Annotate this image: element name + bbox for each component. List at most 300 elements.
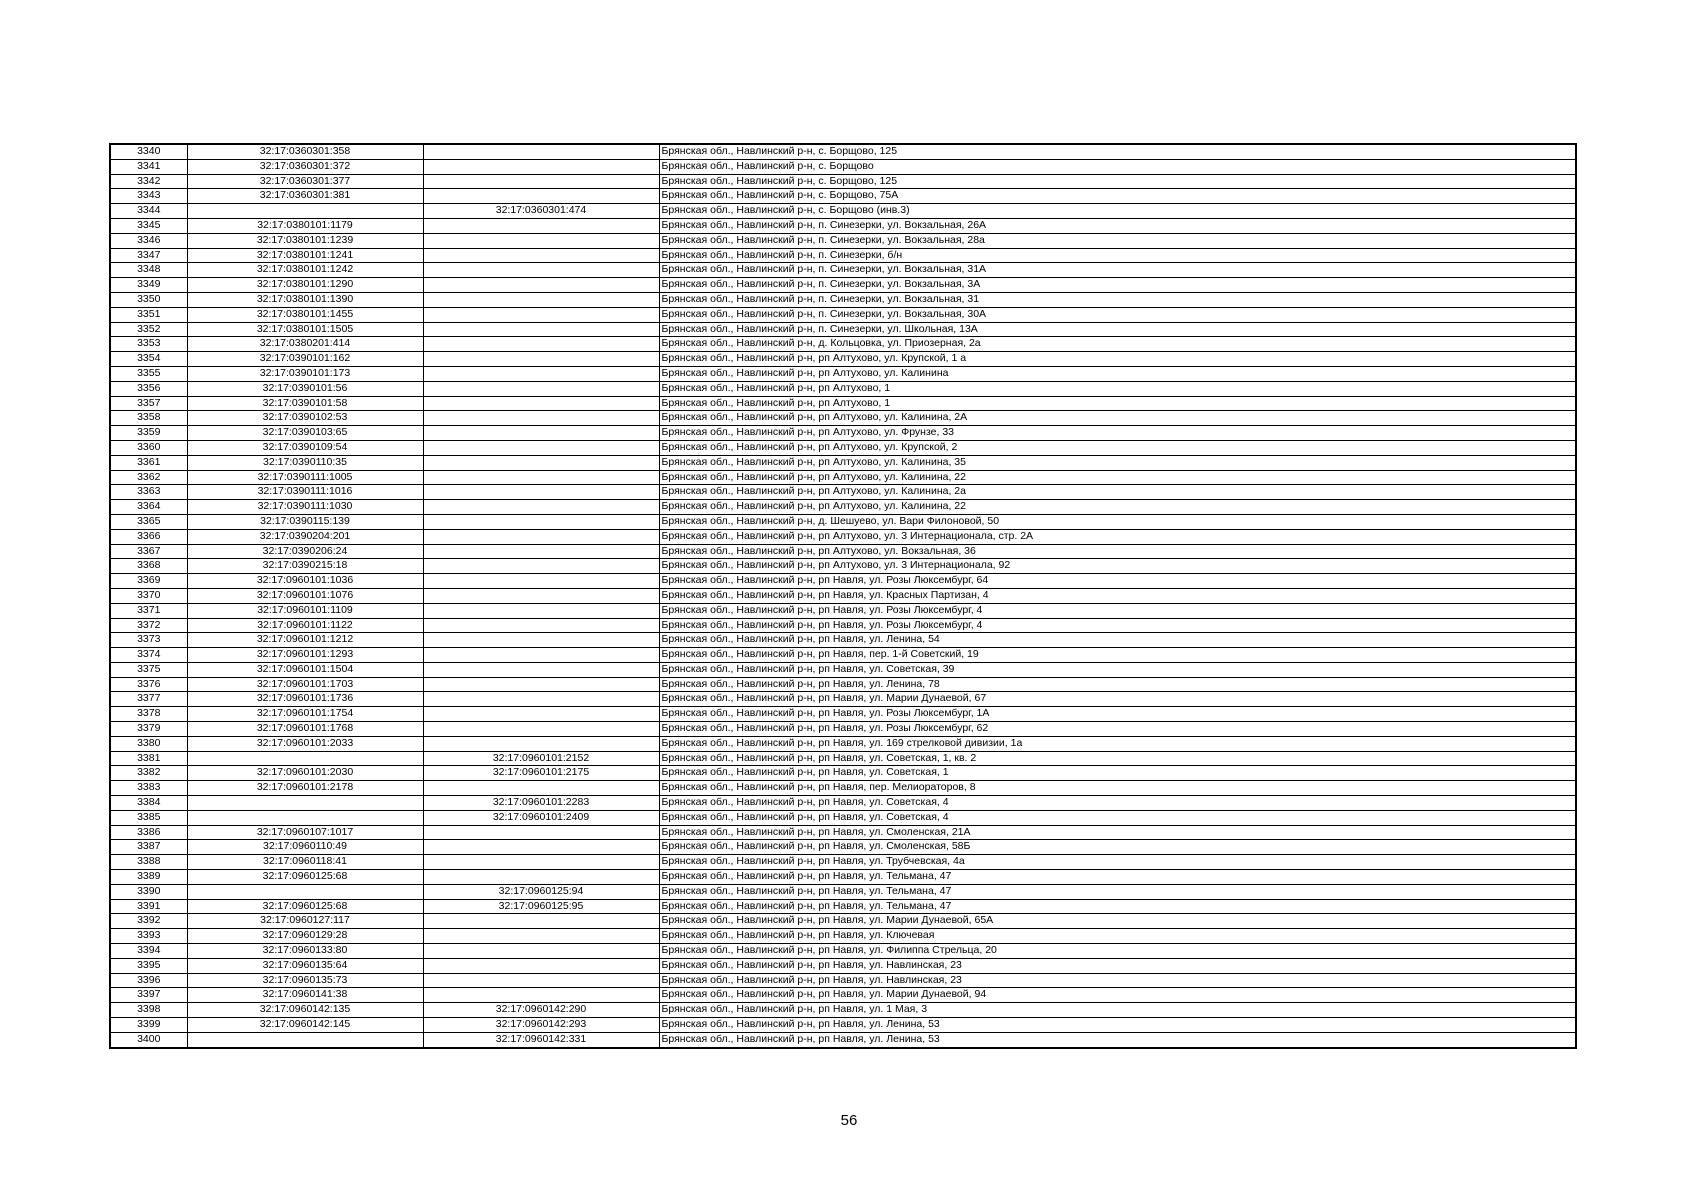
cadastral-number-cell: 32:17:0390111:1005 [187,470,423,485]
cadastral-number-cell: 32:17:0380101:1505 [187,322,423,337]
cadastral-number-cell: 32:17:0380101:1242 [187,263,423,278]
address-cell: Брянская обл., Навлинский р-н, рп Навля, ул. Трубчевская, 4а [659,855,1576,870]
address-cell: Брянская обл., Навлинский р-н, с. Борщово (инв.3) [659,204,1576,219]
related-cadastral-number-cell [423,263,659,278]
table-row [110,396,1576,411]
related-cadastral-number-cell [423,574,659,589]
related-cadastral-number-cell: 32:17:0960142:331 [423,1032,659,1047]
related-cadastral-number-cell: 32:17:0960101:2175 [423,766,659,781]
address-cell: Брянская обл., Навлинский р-н, п. Синезерки, ул. Вокзальная, 31А [659,263,1576,278]
related-cadastral-number-cell [423,307,659,322]
table-row [110,189,1576,204]
address-cell: Брянская обл., Навлинский р-н, рп Алтухово, 1 [659,396,1576,411]
table-row [110,322,1576,337]
table-row [110,899,1576,914]
related-cadastral-number-cell: 32:17:0960101:2409 [423,810,659,825]
table-row [110,588,1576,603]
cadastral-number-cell: 32:17:0390204:201 [187,529,423,544]
row-number-cell: 3398 [110,1003,187,1018]
related-cadastral-number-cell [423,278,659,293]
cadastral-number-cell: 32:17:0390111:1016 [187,485,423,500]
address-cell: Брянская обл., Навлинский р-н, п. Синезерки, ул. Вокзальная, 3А [659,278,1576,293]
address-cell: Брянская обл., Навлинский р-н, рп Навля, ул. Советская, 1 [659,766,1576,781]
table-row [110,485,1576,500]
related-cadastral-number-cell [423,855,659,870]
cadastral-number-cell: 32:17:0960101:1703 [187,677,423,692]
cadastral-number-cell: 32:17:0960142:135 [187,1003,423,1018]
address-cell: Брянская обл., Навлинский р-н, с. Борщово [659,159,1576,174]
cadastral-number-cell [187,810,423,825]
row-number-cell: 3384 [110,796,187,811]
address-cell: Брянская обл., Навлинский р-н, с. Борщово, 75А [659,189,1576,204]
table-row [110,884,1576,899]
related-cadastral-number-cell [423,633,659,648]
cadastral-number-cell [187,204,423,219]
cadastral-number-cell: 32:17:0360301:377 [187,174,423,189]
row-number-cell: 3396 [110,973,187,988]
row-number-cell: 3360 [110,440,187,455]
row-number-cell: 3391 [110,899,187,914]
related-cadastral-number-cell [423,781,659,796]
table-row [110,352,1576,367]
related-cadastral-number-cell [423,218,659,233]
table-row [110,426,1576,441]
cadastral-number-cell: 32:17:0960101:1036 [187,574,423,589]
table-row [110,248,1576,263]
cadastral-number-cell [187,796,423,811]
row-number-cell: 3342 [110,174,187,189]
related-cadastral-number-cell: 32:17:0960125:94 [423,884,659,899]
related-cadastral-number-cell: 32:17:0960125:95 [423,899,659,914]
related-cadastral-number-cell [423,662,659,677]
table-row [110,662,1576,677]
address-cell: Брянская обл., Навлинский р-н, рп Навля, ул. 169 стрелковой дивизии, 1а [659,736,1576,751]
table-row [110,278,1576,293]
related-cadastral-number-cell [423,648,659,663]
row-number-cell: 3385 [110,810,187,825]
address-cell: Брянская обл., Навлинский р-н, рп Навля, ул. Советская, 4 [659,796,1576,811]
row-number-cell: 3394 [110,944,187,959]
row-number-cell: 3349 [110,278,187,293]
cadastral-number-cell: 32:17:0390101:173 [187,366,423,381]
related-cadastral-number-cell [423,455,659,470]
cadastral-number-cell: 32:17:0960101:2033 [187,736,423,751]
row-number-cell: 3363 [110,485,187,500]
address-cell: Брянская обл., Навлинский р-н, рп Алтухово, ул. 3 Интернационала, 92 [659,559,1576,574]
table-row [110,233,1576,248]
related-cadastral-number-cell [423,559,659,574]
row-number-cell: 3389 [110,870,187,885]
cadastral-number-cell: 32:17:0960101:2178 [187,781,423,796]
cadastral-number-cell: 32:17:0960133:80 [187,944,423,959]
table-row [110,633,1576,648]
table-row [110,736,1576,751]
cadastral-number-cell: 32:17:0960101:1504 [187,662,423,677]
cadastral-number-cell: 32:17:0960135:73 [187,973,423,988]
related-cadastral-number-cell: 32:17:0360301:474 [423,204,659,219]
row-number-cell: 3386 [110,825,187,840]
cadastral-number-cell: 32:17:0380101:1179 [187,218,423,233]
related-cadastral-number-cell [423,988,659,1003]
table-row [110,544,1576,559]
row-number-cell: 3399 [110,1018,187,1033]
related-cadastral-number-cell [423,618,659,633]
row-number-cell: 3381 [110,751,187,766]
cadastral-number-cell: 32:17:0960129:28 [187,929,423,944]
row-number-cell: 3388 [110,855,187,870]
address-cell: Брянская обл., Навлинский р-н, рп Алтухово, ул. Вокзальная, 36 [659,544,1576,559]
address-cell: Брянская обл., Навлинский р-н, рп Навля, ул. Ленина, 53 [659,1032,1576,1047]
row-number-cell: 3351 [110,307,187,322]
table-row [110,144,1576,159]
cadastral-number-cell: 32:17:0960101:2030 [187,766,423,781]
table-row [110,159,1576,174]
row-number-cell: 3374 [110,648,187,663]
table-row [110,500,1576,515]
related-cadastral-number-cell [423,366,659,381]
cadastral-number-cell: 32:17:0390103:65 [187,426,423,441]
cadastral-number-cell: 32:17:0960118:41 [187,855,423,870]
cadastral-number-cell: 32:17:0380101:1390 [187,292,423,307]
row-number-cell: 3346 [110,233,187,248]
address-cell: Брянская обл., Навлинский р-н, рп Навля, ул. Тельмана, 47 [659,884,1576,899]
related-cadastral-number-cell [423,929,659,944]
related-cadastral-number-cell [423,677,659,692]
related-cadastral-number-cell [423,529,659,544]
cadastral-number-cell: 32:17:0390110:35 [187,455,423,470]
related-cadastral-number-cell [423,411,659,426]
related-cadastral-number-cell [423,485,659,500]
address-cell: Брянская обл., Навлинский р-н, д. Шешуево, ул. Вари Филоновой, 50 [659,514,1576,529]
cadastral-number-cell: 32:17:0960142:145 [187,1018,423,1033]
row-number-cell: 3370 [110,588,187,603]
table-row [110,692,1576,707]
related-cadastral-number-cell [423,174,659,189]
cadastral-number-cell [187,1032,423,1047]
address-cell: Брянская обл., Навлинский р-н, рп Навля, ул. Розы Люксембург, 64 [659,574,1576,589]
cadastral-number-cell: 32:17:0960101:1076 [187,588,423,603]
related-cadastral-number-cell [423,470,659,485]
row-number-cell: 3383 [110,781,187,796]
related-cadastral-number-cell [423,159,659,174]
related-cadastral-number-cell [423,736,659,751]
cadastral-number-cell: 32:17:0390102:53 [187,411,423,426]
table-row [110,470,1576,485]
row-number-cell: 3377 [110,692,187,707]
row-number-cell: 3373 [110,633,187,648]
related-cadastral-number-cell [423,840,659,855]
address-cell: Брянская обл., Навлинский р-н, рп Навля, ул. Розы Люксембург, 62 [659,722,1576,737]
cadastral-number-cell: 32:17:0960101:1754 [187,707,423,722]
address-cell: Брянская обл., Навлинский р-н, рп Навля, пер. Мелиораторов, 8 [659,781,1576,796]
table-row [110,411,1576,426]
related-cadastral-number-cell [423,500,659,515]
address-cell: Брянская обл., Навлинский р-н, д. Кольцовка, ул. Приозерная, 2а [659,337,1576,352]
row-number-cell: 3380 [110,736,187,751]
related-cadastral-number-cell [423,248,659,263]
address-cell: Брянская обл., Навлинский р-н, рп Алтухово, ул. Фрунзе, 33 [659,426,1576,441]
related-cadastral-number-cell [423,292,659,307]
cadastral-number-cell: 32:17:0390101:56 [187,381,423,396]
address-cell: Брянская обл., Навлинский р-н, рп Навля, ул. Розы Люксембург, 4 [659,603,1576,618]
table-row [110,751,1576,766]
related-cadastral-number-cell [423,544,659,559]
address-cell: Брянская обл., Навлинский р-н, рп Навля, ул. Навлинская, 23 [659,973,1576,988]
table-row [110,810,1576,825]
cadastral-number-cell: 32:17:0960110:49 [187,840,423,855]
related-cadastral-number-cell [423,914,659,929]
related-cadastral-number-cell [423,189,659,204]
table-row [110,307,1576,322]
address-cell: Брянская обл., Навлинский р-н, рп Навля, ул. Ленина, 78 [659,677,1576,692]
row-number-cell: 3361 [110,455,187,470]
row-number-cell: 3369 [110,574,187,589]
cadastral-number-cell: 32:17:0960127:117 [187,914,423,929]
row-number-cell: 3392 [110,914,187,929]
row-number-cell: 3362 [110,470,187,485]
related-cadastral-number-cell [423,514,659,529]
related-cadastral-number-cell [423,722,659,737]
row-number-cell: 3353 [110,337,187,352]
table-row [110,929,1576,944]
cadastral-number-cell: 32:17:0390115:139 [187,514,423,529]
related-cadastral-number-cell [423,825,659,840]
cadastral-number-cell: 32:17:0390215:18 [187,559,423,574]
table-row [110,944,1576,959]
table-row [110,366,1576,381]
table-row [110,455,1576,470]
address-cell: Брянская обл., Навлинский р-н, рп Навля, ул. Навлинская, 23 [659,958,1576,973]
table-row [110,263,1576,278]
related-cadastral-number-cell [423,588,659,603]
cadastral-number-cell: 32:17:0380101:1239 [187,233,423,248]
row-number-cell: 3365 [110,514,187,529]
address-cell: Брянская обл., Навлинский р-н, рп Алтухово, 1 [659,381,1576,396]
related-cadastral-number-cell [423,352,659,367]
address-cell: Брянская обл., Навлинский р-н, с. Борщово, 125 [659,144,1576,159]
related-cadastral-number-cell [423,603,659,618]
address-cell: Брянская обл., Навлинский р-н, рп Алтухово, ул. Калинина, 2а [659,485,1576,500]
address-cell: Брянская обл., Навлинский р-н, рп Алтухово, ул. Крупской, 1 а [659,352,1576,367]
table-row [110,440,1576,455]
table-row [110,603,1576,618]
row-number-cell: 3368 [110,559,187,574]
cadastral-number-cell: 32:17:0960135:64 [187,958,423,973]
row-number-cell: 3393 [110,929,187,944]
table-row [110,174,1576,189]
table-body [110,144,1576,1048]
related-cadastral-number-cell: 32:17:0960142:290 [423,1003,659,1018]
row-number-cell: 3352 [110,322,187,337]
address-cell: Брянская обл., Навлинский р-н, рп Навля, ул. Филиппа Стрельца, 20 [659,944,1576,959]
table-row [110,381,1576,396]
address-cell: Брянская обл., Навлинский р-н, п. Синезерки, ул. Вокзальная, 30А [659,307,1576,322]
row-number-cell: 3400 [110,1032,187,1047]
row-number-cell: 3382 [110,766,187,781]
table-row [110,958,1576,973]
address-cell: Брянская обл., Навлинский р-н, п. Синезерки, ул. Вокзальная, 28а [659,233,1576,248]
row-number-cell: 3357 [110,396,187,411]
related-cadastral-number-cell [423,396,659,411]
cadastral-number-cell: 32:17:0390111:1030 [187,500,423,515]
row-number-cell: 3366 [110,529,187,544]
row-number-cell: 3350 [110,292,187,307]
table-row [110,855,1576,870]
related-cadastral-number-cell: 32:17:0960101:2283 [423,796,659,811]
address-cell: Брянская обл., Навлинский р-н, рп Навля, ул. Марии Дунаевой, 67 [659,692,1576,707]
row-number-cell: 3364 [110,500,187,515]
address-cell: Брянская обл., Навлинский р-н, рп Навля, ул. Ленина, 54 [659,633,1576,648]
cadastral-number-cell: 32:17:0360301:381 [187,189,423,204]
row-number-cell: 3348 [110,263,187,278]
address-cell: Брянская обл., Навлинский р-н, рп Навля, ул. Тельмана, 47 [659,899,1576,914]
cadastral-number-cell: 32:17:0960125:68 [187,899,423,914]
address-cell: Брянская обл., Навлинский р-н, рп Навля, ул. Ленина, 53 [659,1018,1576,1033]
address-cell: Брянская обл., Навлинский р-н, рп Навля, ул. Розы Люксембург, 4 [659,618,1576,633]
cadastral-table [109,143,1577,1049]
row-number-cell: 3359 [110,426,187,441]
cadastral-number-cell: 32:17:0960101:1212 [187,633,423,648]
table-row [110,840,1576,855]
row-number-cell: 3375 [110,662,187,677]
row-number-cell: 3356 [110,381,187,396]
related-cadastral-number-cell [423,144,659,159]
address-cell: Брянская обл., Навлинский р-н, рп Навля, ул. Смоленская, 21А [659,825,1576,840]
row-number-cell: 3390 [110,884,187,899]
address-cell: Брянская обл., Навлинский р-н, п. Синезерки, ул. Вокзальная, 31 [659,292,1576,307]
cadastral-number-cell: 32:17:0960101:1736 [187,692,423,707]
related-cadastral-number-cell [423,692,659,707]
row-number-cell: 3355 [110,366,187,381]
address-cell: Брянская обл., Навлинский р-н, рп Навля, ул. Ключевая [659,929,1576,944]
table-row [110,529,1576,544]
table-row [110,337,1576,352]
address-cell: Брянская обл., Навлинский р-н, рп Навля, ул. 1 Мая, 3 [659,1003,1576,1018]
table-row [110,514,1576,529]
row-number-cell: 3387 [110,840,187,855]
address-cell: Брянская обл., Навлинский р-н, рп Навля, ул. Советская, 4 [659,810,1576,825]
cadastral-number-cell: 32:17:0960141:38 [187,988,423,1003]
address-cell: Брянская обл., Навлинский р-н, рп Алтухово, ул. Крупской, 2 [659,440,1576,455]
related-cadastral-number-cell [423,958,659,973]
address-cell: Брянская обл., Навлинский р-н, рп Навля, ул. Советская, 1, кв. 2 [659,751,1576,766]
related-cadastral-number-cell [423,322,659,337]
cadastral-number-cell: 32:17:0390109:54 [187,440,423,455]
row-number-cell: 3367 [110,544,187,559]
row-number-cell: 3345 [110,218,187,233]
table-row [110,1032,1576,1047]
cadastral-number-cell: 32:17:0960101:1109 [187,603,423,618]
row-number-cell: 3397 [110,988,187,1003]
address-cell: Брянская обл., Навлинский р-н, п. Синезерки, ул. Вокзальная, 26А [659,218,1576,233]
address-cell: Брянская обл., Навлинский р-н, рп Навля, ул. Тельмана, 47 [659,870,1576,885]
address-cell: Брянская обл., Навлинский р-н, рп Навля, ул. Советская, 39 [659,662,1576,677]
cadastral-number-cell: 32:17:0960107:1017 [187,825,423,840]
cadastral-number-cell: 32:17:0960101:1122 [187,618,423,633]
related-cadastral-number-cell [423,381,659,396]
address-cell: Брянская обл., Навлинский р-н, рп Навля, ул. Марии Дунаевой, 65А [659,914,1576,929]
address-cell: Брянская обл., Навлинский р-н, п. Синезерки, б/н [659,248,1576,263]
address-cell: Брянская обл., Навлинский р-н, с. Борщово, 125 [659,174,1576,189]
row-number-cell: 3344 [110,204,187,219]
related-cadastral-number-cell [423,944,659,959]
address-cell: Брянская обл., Навлинский р-н, п. Синезерки, ул. Школьная, 13А [659,322,1576,337]
row-number-cell: 3379 [110,722,187,737]
address-cell: Брянская обл., Навлинский р-н, рп Алтухово, ул. Калинина, 22 [659,470,1576,485]
cadastral-number-cell: 32:17:0360301:358 [187,144,423,159]
row-number-cell: 3376 [110,677,187,692]
address-cell: Брянская обл., Навлинский р-н, рп Алтухово, ул. Калинина, 22 [659,500,1576,515]
cadastral-number-cell: 32:17:0380101:1290 [187,278,423,293]
table-row [110,973,1576,988]
cadastral-number-cell: 32:17:0960101:1768 [187,722,423,737]
address-cell: Брянская обл., Навлинский р-н, рп Алтухово, ул. Калинина, 35 [659,455,1576,470]
table-row [110,292,1576,307]
related-cadastral-number-cell [423,233,659,248]
related-cadastral-number-cell [423,426,659,441]
table-row [110,648,1576,663]
cadastral-number-cell [187,884,423,899]
table-row [110,766,1576,781]
address-cell: Брянская обл., Навлинский р-н, рп Навля, ул. Смоленская, 58Б [659,840,1576,855]
table-row [110,574,1576,589]
table-row [110,677,1576,692]
related-cadastral-number-cell [423,870,659,885]
cadastral-number-cell: 32:17:0390101:162 [187,352,423,367]
table-row [110,1003,1576,1018]
row-number-cell: 3354 [110,352,187,367]
table-row [110,988,1576,1003]
cadastral-number-cell: 32:17:0390206:24 [187,544,423,559]
address-cell: Брянская обл., Навлинский р-н, рп Навля, пер. 1-й Советский, 19 [659,648,1576,663]
table-row [110,204,1576,219]
row-number-cell: 3395 [110,958,187,973]
address-cell: Брянская обл., Навлинский р-н, рп Алтухово, ул. Калинина [659,366,1576,381]
row-number-cell: 3347 [110,248,187,263]
related-cadastral-number-cell [423,337,659,352]
cadastral-number-cell: 32:17:0390101:58 [187,396,423,411]
cadastral-number-cell: 32:17:0960125:68 [187,870,423,885]
cadastral-number-cell: 32:17:0380101:1455 [187,307,423,322]
related-cadastral-number-cell: 32:17:0960101:2152 [423,751,659,766]
table-row [110,218,1576,233]
cadastral-number-cell: 32:17:0380101:1241 [187,248,423,263]
row-number-cell: 3378 [110,707,187,722]
table-row [110,914,1576,929]
table-row [110,825,1576,840]
cadastral-number-cell: 32:17:0960101:1293 [187,648,423,663]
table-row [110,559,1576,574]
related-cadastral-number-cell [423,440,659,455]
table-row [110,781,1576,796]
table-row [110,1018,1576,1033]
table-row [110,796,1576,811]
table-row [110,722,1576,737]
row-number-cell: 3372 [110,618,187,633]
cadastral-number-cell: 32:17:0360301:372 [187,159,423,174]
address-cell: Брянская обл., Навлинский р-н, рп Навля, ул. Розы Люксембург, 1А [659,707,1576,722]
address-cell: Брянская обл., Навлинский р-н, рп Навля, ул. Марии Дунаевой, 94 [659,988,1576,1003]
cadastral-number-cell: 32:17:0380201:414 [187,337,423,352]
table-row [110,870,1576,885]
related-cadastral-number-cell [423,973,659,988]
row-number-cell: 3341 [110,159,187,174]
page-number: 56 [840,1112,858,1129]
row-number-cell: 3343 [110,189,187,204]
row-number-cell: 3340 [110,144,187,159]
address-cell: Брянская обл., Навлинский р-н, рп Алтухово, ул. 3 Интернационала, стр. 2А [659,529,1576,544]
row-number-cell: 3358 [110,411,187,426]
